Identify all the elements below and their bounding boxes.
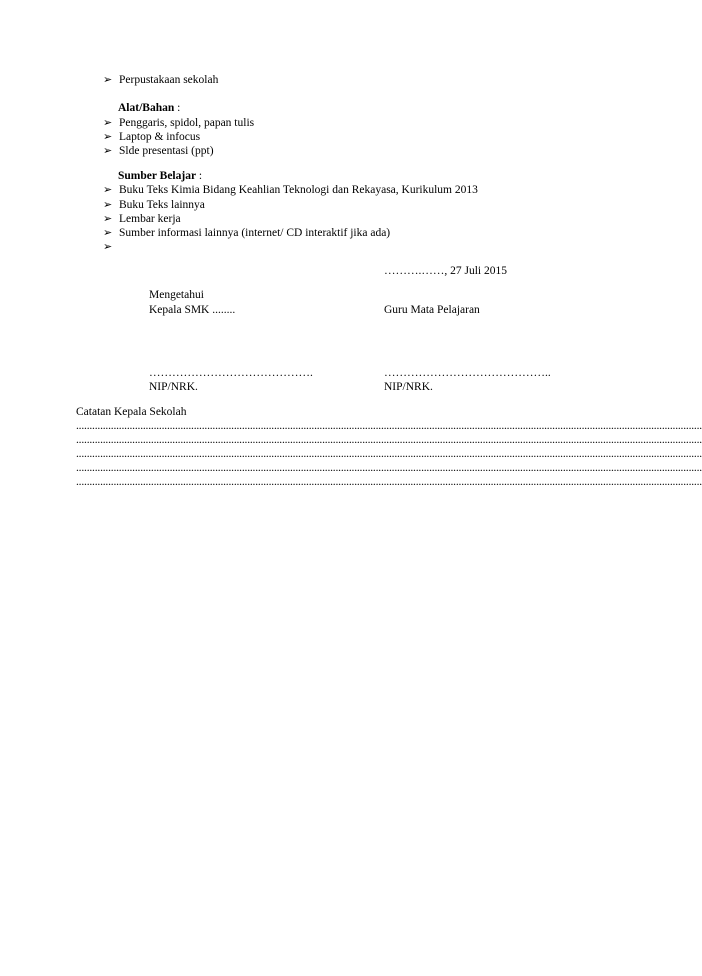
heading-label: Alat/Bahan <box>118 102 175 114</box>
arrowhead-bullet-icon: ➢ <box>103 131 113 143</box>
list-item: Laptop & infocus <box>119 131 201 143</box>
arrowhead-bullet-icon: ➢ <box>103 213 113 225</box>
list-item: Penggaris, spidol, papan tulis <box>119 117 255 129</box>
arrowhead-bullet-icon: ➢ <box>103 145 113 157</box>
notes-line: .......................................................................................................................................................................................................................................... <box>76 448 702 460</box>
signature-right-role: Guru Mata Pelajaran <box>384 304 480 316</box>
list-item: Buku Teks Kimia Bidang Keahlian Teknologi dan Rekayasa, Kurikulum 2013 <box>119 184 478 196</box>
heading-label: Sumber Belajar <box>118 170 197 182</box>
arrowhead-bullet-icon: ➢ <box>103 74 113 86</box>
list-item: Slde presentasi (ppt) <box>119 145 214 157</box>
notes-line: .......................................................................................................................................................................................................................................... <box>76 476 702 488</box>
signature-right-line: …………………………………….. <box>384 367 551 379</box>
arrowhead-bullet-icon: ➢ <box>103 117 113 129</box>
heading-colon: : <box>196 170 203 182</box>
section-heading-sumber <box>118 169 202 183</box>
signature-left-role: Kepala SMK ........ <box>149 304 236 316</box>
arrowhead-bullet-icon: ➢ <box>103 184 113 196</box>
arrowhead-bullet-icon: ➢ <box>103 241 113 253</box>
arrowhead-bullet-icon: ➢ <box>103 227 113 239</box>
list-item: Buku Teks lainnya <box>119 199 205 211</box>
heading-colon: : <box>174 102 181 114</box>
signature-left-title: Mengetahui <box>149 289 204 301</box>
arrowhead-bullet-icon: ➢ <box>103 199 113 211</box>
section-heading-alat <box>118 101 180 115</box>
signature-left-line: ……………………………………. <box>149 367 313 379</box>
list-item: Lembar kerja <box>119 213 181 225</box>
notes-line: .......................................................................................................................................................................................................................................... <box>76 434 702 446</box>
list-item: Sumber informasi lainnya (internet/ CD interaktif jika ada) <box>119 227 391 239</box>
notes-line: .......................................................................................................................................................................................................................................... <box>76 420 702 432</box>
signature-left-id: NIP/NRK. <box>149 381 198 393</box>
notes-line: .......................................................................................................................................................................................................................................... <box>76 462 702 474</box>
list-item: Perpustakaan sekolah <box>119 74 219 86</box>
signature-right-id: NIP/NRK. <box>384 381 433 393</box>
notes-title: Catatan Kepala Sekolah <box>76 406 187 418</box>
signature-date: ……….……, 27 Juli 2015 <box>384 265 507 277</box>
